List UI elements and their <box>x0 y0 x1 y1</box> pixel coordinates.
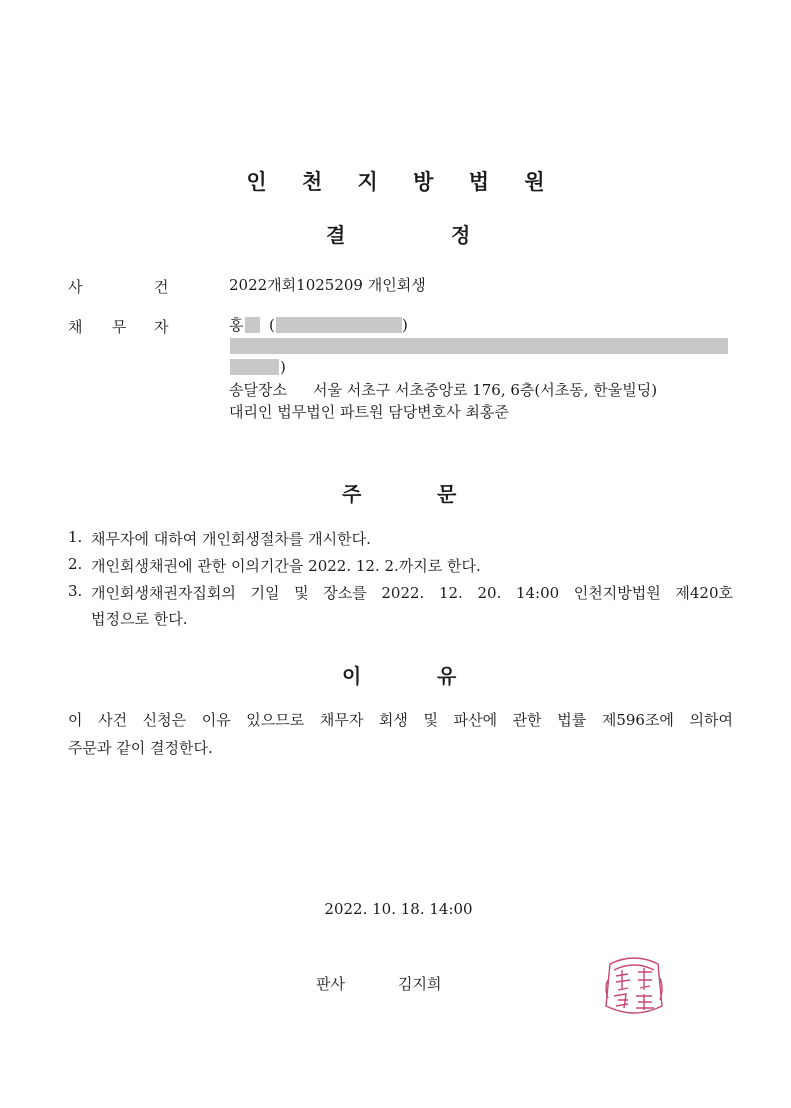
service-address-label: 송달장소 <box>229 381 287 399</box>
debtor-label-1: 채 <box>68 318 83 336</box>
redacted-name <box>245 317 260 333</box>
order-item-1: 채무자에 대하여 개인회생절차를 개시한다. <box>91 530 371 548</box>
case-number: 2022개회1025209 개인회생 <box>229 276 426 294</box>
redacted-address <box>230 338 728 354</box>
reason-heading-right: 유 <box>437 664 457 688</box>
order-item-2: 개인회생채권에 관한 이의기간을 2022. 12. 2.까지로 한다. <box>91 557 481 575</box>
reason-heading-left: 이 <box>342 664 362 688</box>
redacted-id <box>276 317 402 333</box>
debtor-line2-close: ) <box>280 358 286 376</box>
judge-name: 김지희 <box>398 975 442 993</box>
service-address: 서울 서초구 서초중앙로 176, 6층(서초동, 한울빌딩) <box>313 381 658 399</box>
redacted-address-cont <box>230 359 279 375</box>
order-item-2-num: 2. <box>68 555 83 573</box>
court-seal-stamp <box>600 950 668 1022</box>
order-heading-right: 문 <box>437 482 457 506</box>
document-title-left: 결 <box>326 223 346 247</box>
order-item-3-num: 3. <box>68 582 83 600</box>
order-item-3-cont: 법정으로 한다. <box>91 610 188 628</box>
court-name: 인 천 지 방 법 원 <box>246 170 559 194</box>
judge-title: 판사 <box>316 975 345 993</box>
case-label-2: 건 <box>154 278 169 296</box>
debtor-label-2: 무 <box>112 318 127 336</box>
case-label-1: 사 <box>68 278 83 296</box>
reason-line-1: 이 사건 신청은 이유 있으므로 채무자 회생 및 파산에 관한 법률 제596조에 의하여 <box>68 711 733 729</box>
agent: 대리인 법무법인 파트원 담당변호사 최홍준 <box>229 403 509 421</box>
document-title-right: 정 <box>451 223 471 247</box>
reason-line-2: 주문과 같이 결정한다. <box>68 739 213 757</box>
order-item-3: 개인회생채권자집회의 기일 및 장소를 2022. 12. 20. 14:00 인천지방법원 제420호 <box>91 584 733 602</box>
debtor-paren-open: ( <box>269 316 275 334</box>
order-item-1-num: 1. <box>68 528 83 546</box>
debtor-paren-close: ) <box>402 316 408 334</box>
order-heading-left: 주 <box>342 482 362 506</box>
debtor-label-3: 자 <box>154 318 169 336</box>
decision-date: 2022. 10. 18. 14:00 <box>324 900 473 918</box>
debtor-name-prefix: 홍 <box>229 316 244 334</box>
